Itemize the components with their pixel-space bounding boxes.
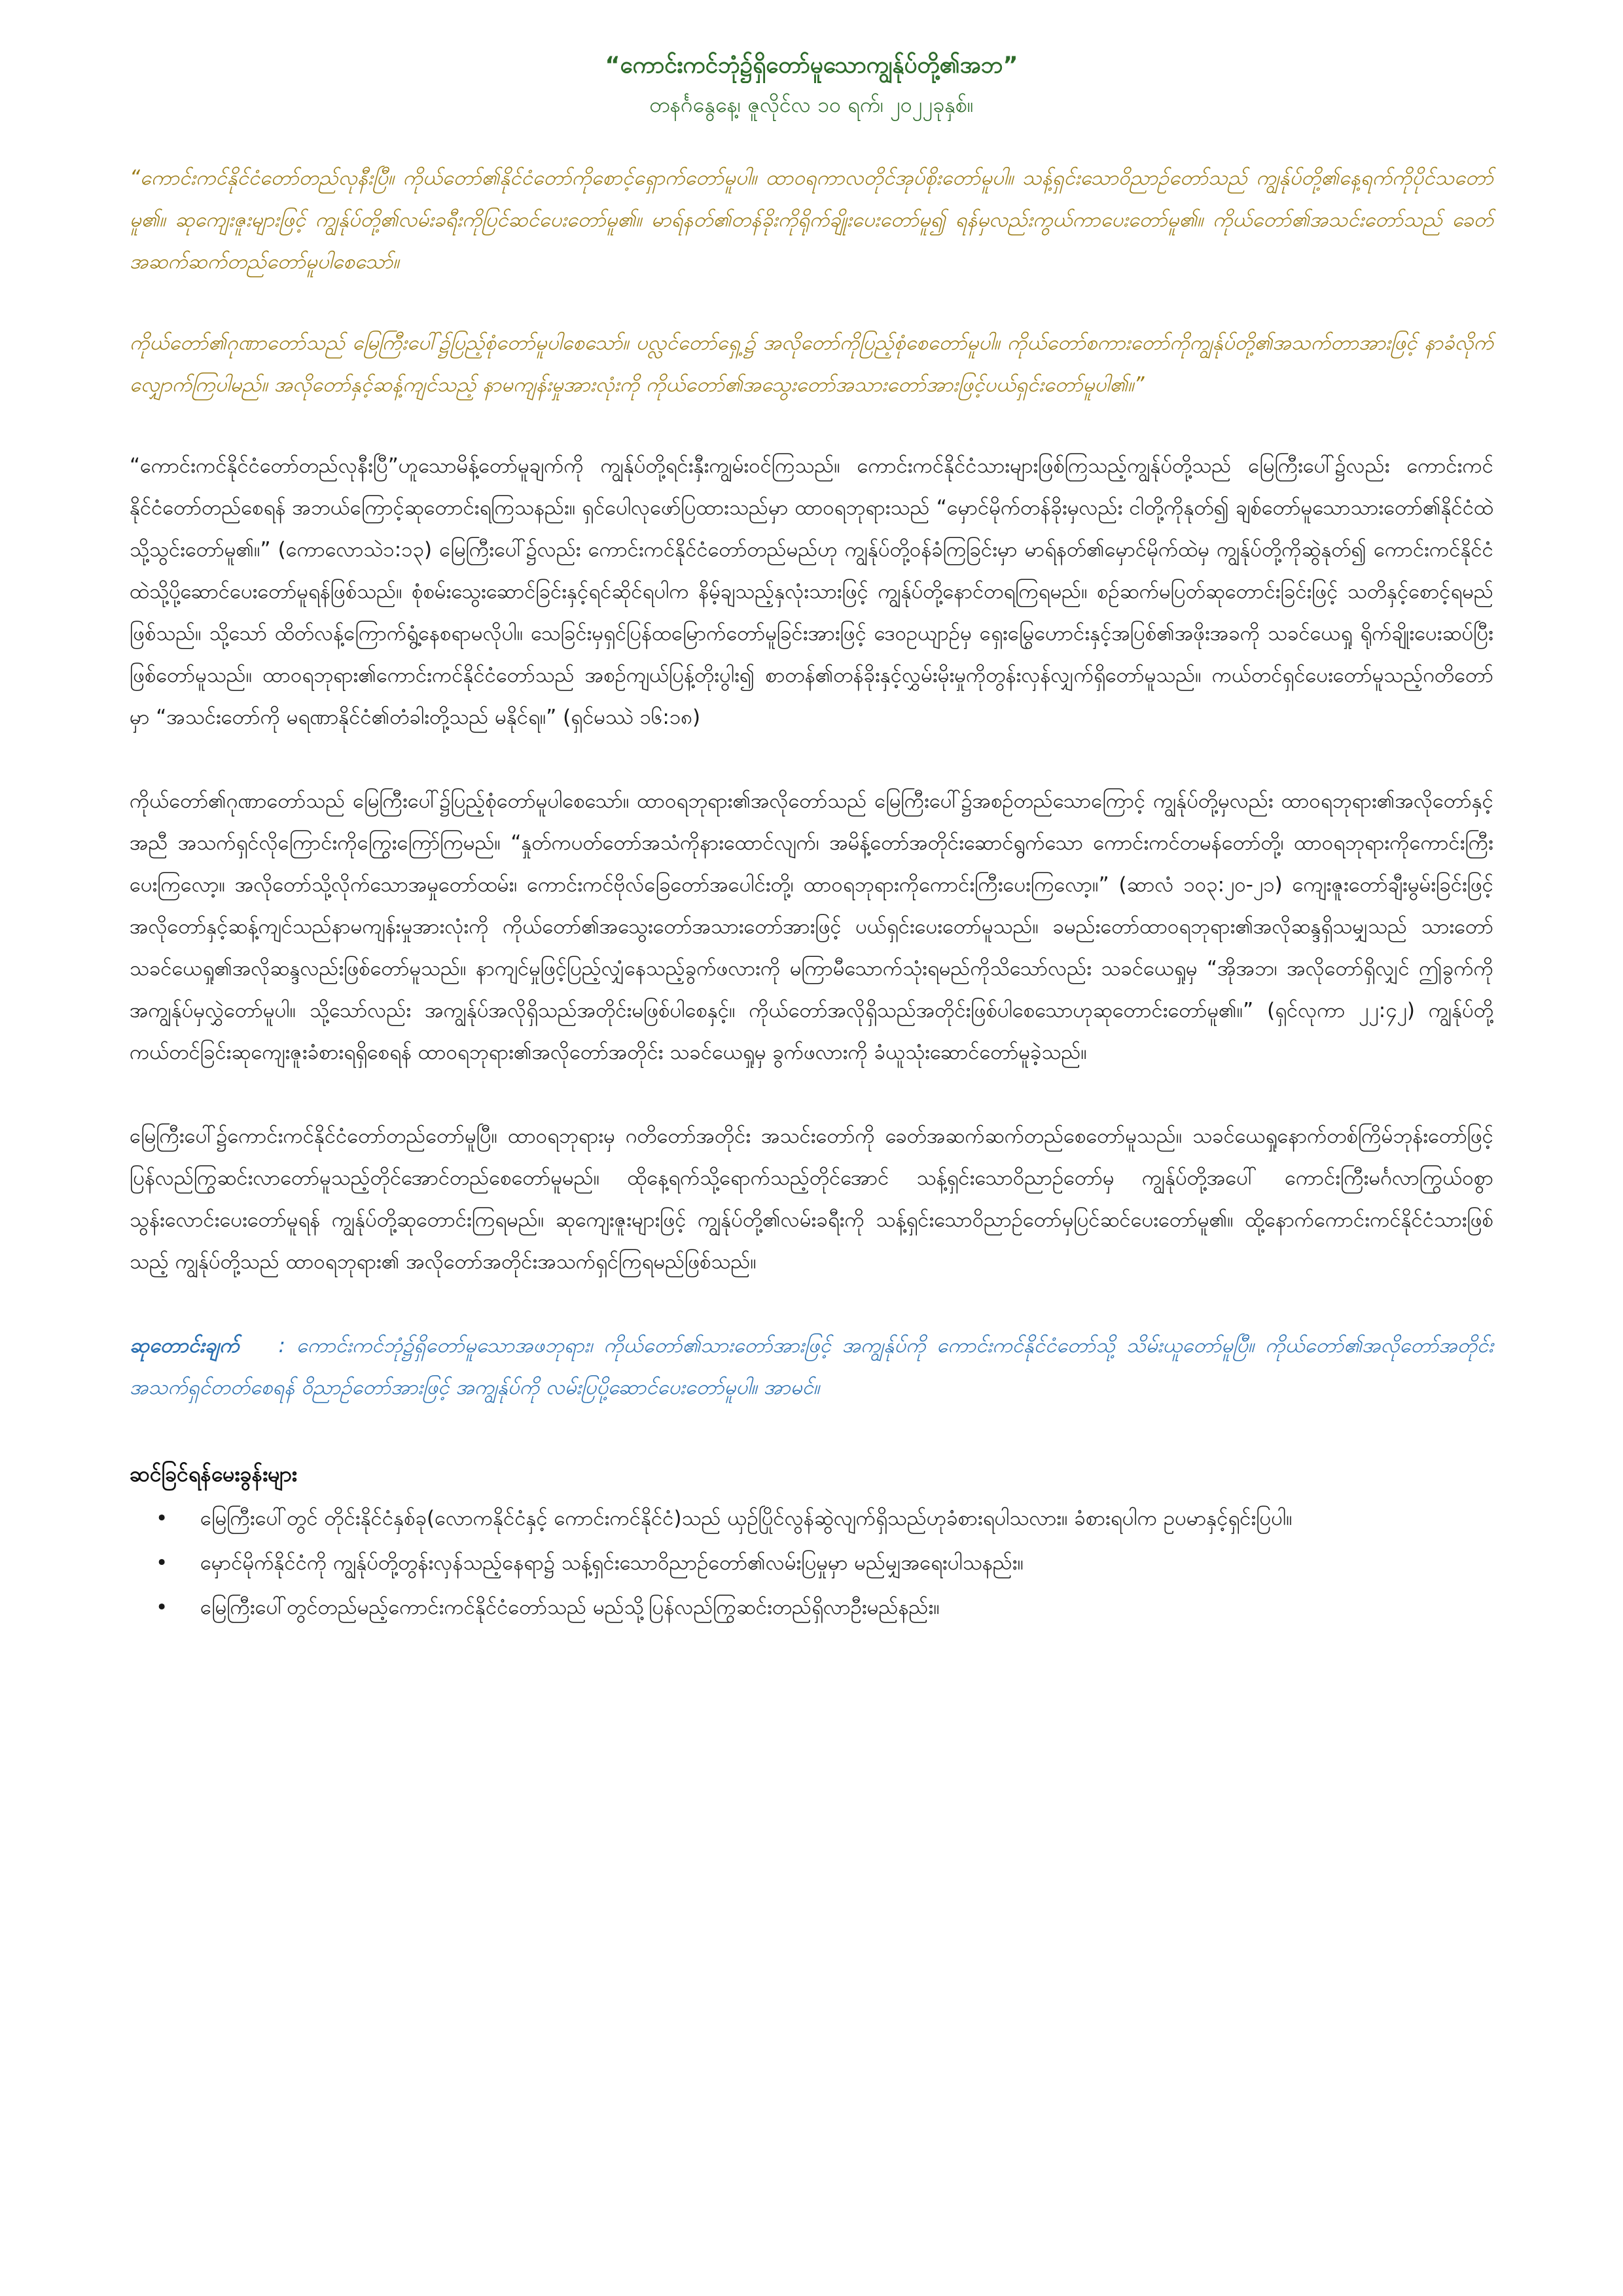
prayer-text: : ကောင်းကင်ဘုံ၌ရှိတော်မူသောအဖဘုရား၊ ကိုယ်တော်၏သားတော်အားဖြင့် အကျွန်ုပ်ကို ကောင်းကင်နိုင်ငံတော်သို့ သိမ်းယူတော်မူပြီ။ ကိုယ်တော်၏အလိုတော်အတိုင်း အသက်ရှင်တတ်စေရန် ဝိညာဉ်တော်အားဖြင့် အကျွန်ုပ်ကို လမ်းပြပို့ဆောင်ပေးတော်မူပါ။ အာမင်။: [130, 1334, 1493, 1399]
question-text: မြေကြီးပေါ်တွင်တည်မည့်ကောင်းကင်နိုင်ငံတော်သည် မည်သို့ပြန်လည်ကြွဆင်းတည်ရှိလာဦးမည်နည်း။: [200, 1596, 940, 1619]
body-paragraph: ကိုယ်တော်၏ဂုဏာတော်သည် မြေကြီးပေါ်၌ပြည့်စုံတော်မူပါစေသော်။ ထာဝရဘုရား၏အလိုတော်သည် မြေကြီးပေါ်၌အစဉ်တည်သောကြောင့် ကျွန်ုပ်တို့မှလည်း ထာဝရဘုရား၏အလိုတော်နှင့်အညီ အသက်ရှင်လိုကြောင်းကိုကြွေးကြော်ကြမည်။ “နှုတ်ကပတ်တော်အသံကိုနားထောင်လျက်၊ အမိန့်တော်အတိုင်းဆောင်ရွက်သော ကောင်းကင်တမန်တော်တို့၊ ထာဝရဘုရားကိုကောင်းကြီးပေးကြလော့။ အလိုတော်သို့လိုက်သောအမှုတော်ထမ်း၊ ကောင်းကင်ဗိုလ်ခြေတော်အပေါင်းတို့၊ ထာဝရဘုရားကိုကောင်းကြီးပေးကြလော့။” (ဆာလံ ၁၀၃:၂၀-၂၁) ကျေးဇူးတော်ချီးမွမ်းခြင်းဖြင့် အလိုတော်နှင့်ဆန့်ကျင်သည်နာမကျန်းမှုအားလုံးကို ကိုယ်တော်၏အသွေးတော်အသားတော်အားဖြင့် ပယ်ရှင်းပေးတော်မူသည်။ ခမည်းတော်ထာဝရဘုရား၏အလိုဆန္ဒရှိသမျှသည် သားတော်သခင်ယေရှု၏အလိုဆန္ဒလည်းဖြစ်တော်မူသည်။ နာကျင်မှုဖြင့်ပြည့်လျှံနေသည့်ခွက်ဖလားကို မကြာမီသောက်သုံးရမည်ကိုသိသော်လည်း သခင်ယေရှုမှ “အိုအဘ၊ အလိုတော်ရှိလျှင် ဤခွက်ကို အကျွန်ုပ်မှလွှဲတော်မူပါ။ သို့သော်လည်း အကျွန်ုပ်အလိုရှိသည်အတိုင်းမဖြစ်ပါစေနှင့်။ ကိုယ်တော်အလိုရှိသည်အတိုင်းဖြစ်ပါစေသောဟုဆုတောင်းတော်မူ၏။” (ရှင်လုကာ ၂၂:၄၂) ကျွန်ုပ်တို့ ကယ်တင်ခြင်းဆုကျေးဇူးခံစားရရှိစေရန် ထာဝရဘုရား၏အလိုတော်အတိုင်း သခင်ယေရှုမှ ခွက်ဖလားကို ခံယူသုံးဆောင်တော်မူခဲ့သည်။: [130, 789, 1493, 1064]
bullet-icon: •: [156, 1596, 168, 1619]
question-text: မှောင်မိုက်နိုင်ငံကို ကျွန်ုပ်တို့တွန်းလှန်သည့်နေရာ၌ သန့်ရှင်းသောဝိညာဉ်တော်၏လမ်းပြမှုမှာ မည်မျှအရေးပါသနည်း။: [200, 1551, 1024, 1575]
question-text: မြေကြီးပေါ်တွင် တိုင်းနိုင်ငံနှစ်ခု(လောကနိုင်ငံနှင့် ကောင်းကင်နိုင်ငံ)သည် ယှဉ်ပြိုင်လွန်ဆွဲလျက်ရှိသည်ဟုခံစားရပါသလား။ ခံစားရပါက ဥပမာနှင့်ရှင်းပြပါ။: [200, 1507, 1293, 1530]
opening-quote-paragraph: ကိုယ်တော်၏ဂုဏာတော်သည် မြေကြီးပေါ်၌ပြည့်စုံတော်မူပါစေသော်။ ပလ္လင်တော်ရှေ့၌ အလိုတော်ကိုပြည့်စုံစေတော်မူပါ။ ကိုယ်တော်စကားတော်ကိုကျွန်ုပ်တို့၏အသက်တာအားဖြင့် နာခံလိုက်လျှောက်ကြပါမည်။ အလိုတော်နှင့်ဆန့်ကျင်သည့် နာမကျန်းမှုအားလုံးကို ကိုယ်တော်၏အသွေးတော်အသားတော်အားဖြင့်ပယ်ရှင်းတော်မူပါ၏။”: [130, 331, 1493, 397]
opening-quote-paragraph: “ကောင်းကင်နိုင်ငံတော်တည်လုနီးပြီ။ ကိုယ်တော်၏နိုင်ငံတော်ကိုစောင့်ရှောက်တော်မူပါ။ ထာဝရကာလတိုင်အုပ်စိုးတော်မူပါ။ သန့်ရှင်းသောဝိညာဉ်တော်သည် ကျွန်ုပ်တို့၏နေ့ရက်ကိုပိုင်သတော်မူ၏။ ဆုကျေးဇူးများဖြင့် ကျွန်ုပ်တို့၏လမ်းခရီးကိုပြင်ဆင်ပေးတော်မူ၏။ မာရ်နတ်၏တန်ခိုးကိုရိုက်ချိုးပေးတော်မူ၍ ရန်မှလည်းကွယ်ကာပေးတော်မူ၏။ ကိုယ်တော်၏အသင်းတော်သည် ခေတ်အဆက်ဆက်တည်တော်မူပါစေသော်။: [130, 166, 1493, 274]
page-title: “ကောင်းကင်ဘုံ၌ရှိတော်မူသောကျွန်ုပ်တို့၏အဘ”: [605, 52, 1018, 79]
questions-heading: ဆင်ခြင်ရန်မေးခွန်းများ: [130, 1462, 297, 1486]
body-paragraph: “ကောင်းကင်နိုင်ငံတော်တည်လုနီးပြီ”ဟူသောမိန့်တော်မူချက်ကို ကျွန်ုပ်တို့ရင်းနှီးကျွမ်းဝင်ကြသည်။ ကောင်းကင်နိုင်ငံသားများဖြစ်ကြသည့်ကျွန်ုပ်တို့သည် မြေကြီးပေါ်၌လည်း ကောင်းကင်နိုင်ငံတော်တည်စေရန် အဘယ်ကြောင့်ဆုတောင်းရကြသနည်း။ ရှင်ပေါလုဖော်ပြထားသည်မှာ ထာဝရဘုရားသည် “မှောင်မိုက်တန်ခိုးမှလည်း ငါတို့ကိုနုတ်၍ ချစ်တော်မူသောသားတော်၏နိုင်ငံထဲသို့သွင်းတော်မူ၏။” (ကောလောသဲ၁:၁၃) မြေကြီးပေါ်၌လည်း ကောင်းကင်နိုင်ငံတော်တည်မည်ဟု ကျွန်ုပ်တို့ဝန်ခံကြခြင်းမှာ မာရ်နတ်၏မှောင်မိုက်ထဲမှ ကျွန်ုပ်တို့ကိုဆွဲနုတ်၍ ကောင်းကင်နိုင်ငံထဲသို့ပို့ဆောင်ပေးတော်မူရန်ဖြစ်သည်။ စုံစမ်းသွေးဆောင်ခြင်းနှင့်ရင်ဆိုင်ရပါက နိမ့်ချသည့်နှလုံးသားဖြင့် ကျွန်ုပ်တို့နောင်တရကြရမည်။ စဉ်ဆက်မပြတ်ဆုတောင်းခြင်းဖြင့် သတိနှင့်စောင့်ရမည်ဖြစ်သည်။ သို့သော် ထိတ်လန့်ကြောက်ရွံ့နေစရာမလိုပါ။ သေခြင်းမှရှင်ပြန်ထမြောက်တော်မူခြင်းအားဖြင့် ဒေဝဥယျာဉ်မှ ရှေးမြွေဟောင်းနှင့်အပြစ်၏အဖိုးအခကို သခင်ယေရှု ရိုက်ချိုးပေးဆပ်ပြီးဖြစ်တော်မူသည်။ ထာဝရဘုရား၏ကောင်းကင်နိုင်ငံတော်သည် အစဉ်ကျယ်ပြန့်တိုးပွါး၍ စာတန်၏တန်ခိုးနှင့်လွှမ်းမိုးမှုကိုတွန်းလှန်လျှက်ရှိတော်မူသည်။ ကယ်တင်ရှင်ပေးတော်မူသည့်ဂတိတော်မှာ “အသင်းတော်ကို မရဏာနိုင်ငံ၏တံခါးတို့သည် မနိုင်ရ။” (ရှင်မဿဲ ၁၆:၁၈): [130, 454, 1493, 729]
question-item: [130, 1498, 1493, 1539]
prayer-section: [130, 1325, 1493, 1408]
bullet-icon: •: [156, 1507, 168, 1530]
bullet-icon: •: [156, 1551, 168, 1575]
prayer-label: ဆုတောင်းချက်: [130, 1334, 240, 1357]
question-item: [130, 1587, 1493, 1628]
date-line: တနင်္ဂနွေနေ့၊ ဇူလိုင်လ ၁၀ ရက်၊ ၂၀၂၂ခုနှစ်။: [649, 92, 974, 117]
document-page: [130, 46, 1493, 1631]
questions-list: [130, 1498, 1493, 1628]
body-paragraph: မြေကြီးပေါ်၌ကောင်းကင်နိုင်ငံတော်တည်တော်မူပြီ။ ထာဝရဘုရားမှ ဂတိတော်အတိုင်း အသင်းတော်ကို ခေတ်အဆက်ဆက်တည်စေတော်မူသည်။ သခင်ယေရှုနောက်တစ်ကြိမ်ဘုန်းတော်ဖြင့် ပြန်လည်ကြွဆင်းလာတော်မူသည့်တိုင်အောင်တည်စေတော်မူမည်။ ထိုနေ့ရက်သို့ရောက်သည့်တိုင်အောင် သန့်ရှင်းသောဝိညာဉ်တော်မှ ကျွန်ုပ်တို့အပေါ် ကောင်းကြီးမင်္ဂလာကြွယ်ဝစွာသွန်းလောင်းပေးတော်မူရန် ကျွန်ုပ်တို့ဆုတောင်းကြရမည်။ ဆုကျေးဇူးများဖြင့် ကျွန်ုပ်တို့၏လမ်းခရီးကို သန့်ရှင်းသောဝိညာဉ်တော်မှပြင်ဆင်ပေးတော်မူ၏။ ထို့နောက်ကောင်းကင်နိုင်ငံသားဖြစ်သည့် ကျွန်ုပ်တို့သည် ထာဝရဘုရား၏ အလိုတော်အတိုင်းအသက်ရှင်ကြရမည်ဖြစ်သည်။: [130, 1124, 1493, 1274]
question-item: [130, 1542, 1493, 1584]
